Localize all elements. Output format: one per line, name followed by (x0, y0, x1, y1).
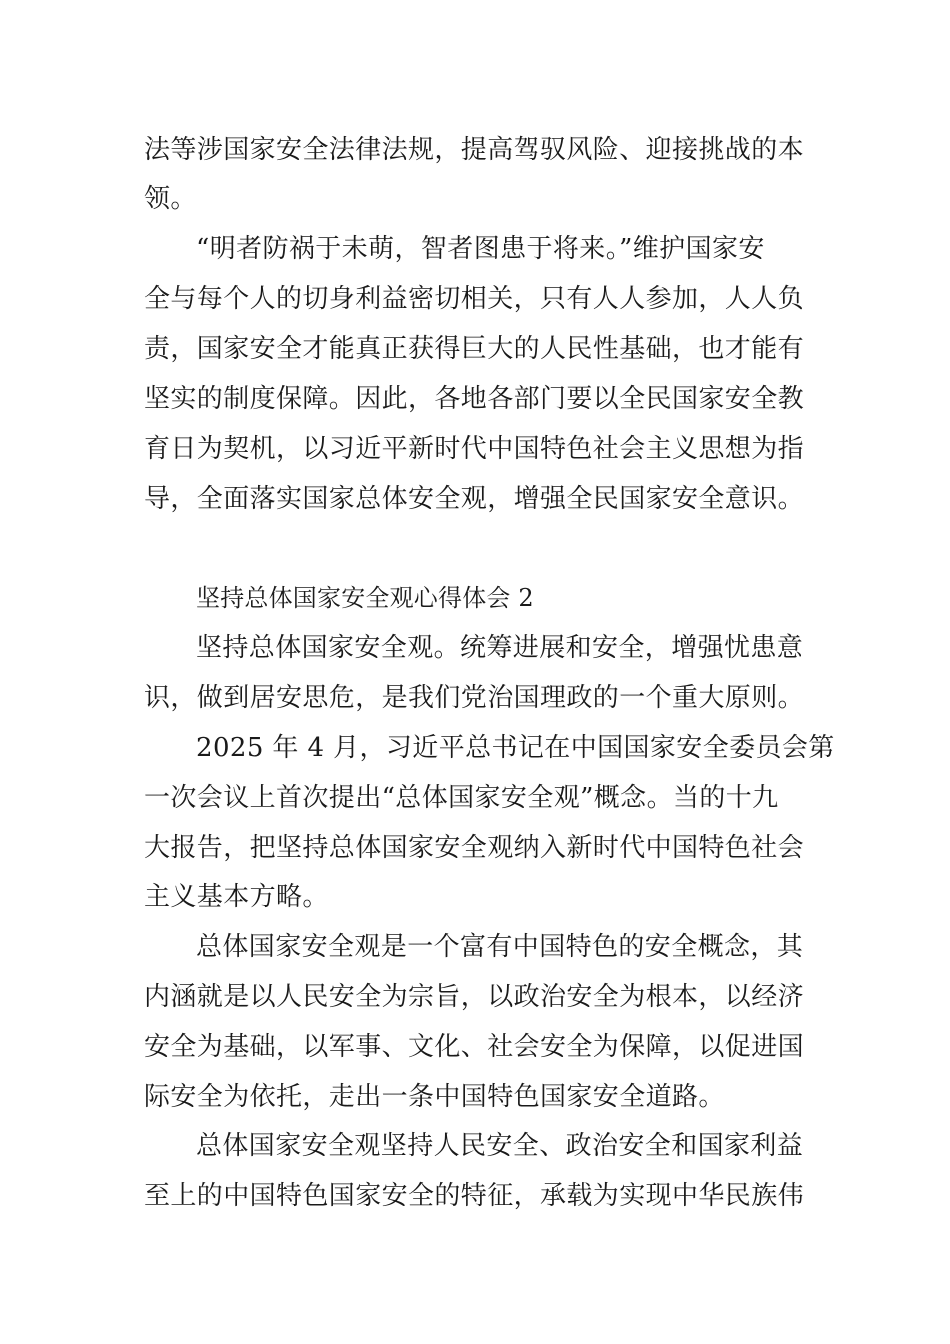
paragraph-line: 坚实的制度保障。因此，各地各部门要以全民国家安全教 (144, 384, 805, 414)
paragraph-line: 责，国家安全才能真正获得巨大的人民性基础，也才能有 (144, 334, 805, 364)
paragraph-line: 主义基本方略。 (144, 882, 329, 912)
paragraph-line: 领。 (144, 184, 197, 214)
paragraph-line: 2025 年 4 月，习近平总书记在中国国家安全委员会第 (196, 733, 835, 763)
section-heading: 坚持总体国家安全观心得体会 2 (196, 584, 534, 612)
paragraph-line: 大报告，把坚持总体国家安全观纳入新时代中国特色社会 (144, 833, 805, 863)
paragraph-line: 总体国家安全观是一个富有中国特色的安全概念，其 (196, 932, 804, 962)
paragraph-line: 安全为基础，以军事、文化、社会安全为保障，以促进国 (144, 1032, 805, 1062)
paragraph-line: 法等涉国家安全法律法规，提高驾驭风险、迎接挑战的本 (144, 135, 805, 165)
paragraph-line: 导，全面落实国家总体安全观，增强全民国家安全意识。 (144, 484, 805, 514)
paragraph-line: “明者防祸于未萌，智者图患于将来。”维护国家安 (196, 234, 765, 264)
paragraph-line: 全与每个人的切身利益密切相关，只有人人参加，人人负 (144, 284, 805, 314)
paragraph-line: 坚持总体国家安全观。统筹进展和安全，增强忧患意 (196, 633, 804, 663)
paragraph-line: 际安全为依托，走出一条中国特色国家安全道路。 (144, 1082, 725, 1112)
paragraph-line: 总体国家安全观坚持人民安全、政治安全和国家利益 (196, 1131, 804, 1161)
paragraph-line: 一次会议上首次提出“总体国家安全观”概念。当的十九 (144, 783, 779, 813)
paragraph-line: 内涵就是以人民安全为宗旨，以政治安全为根本，以经济 (144, 982, 805, 1012)
paragraph-line: 至上的中国特色国家安全的特征，承载为实现中华民族伟 (144, 1181, 805, 1211)
paragraph-line: 育日为契机，以习近平新时代中国特色社会主义思想为指 (144, 434, 805, 464)
paragraph-line: 识，做到居安思危，是我们党治国理政的一个重大原则。 (144, 683, 805, 713)
